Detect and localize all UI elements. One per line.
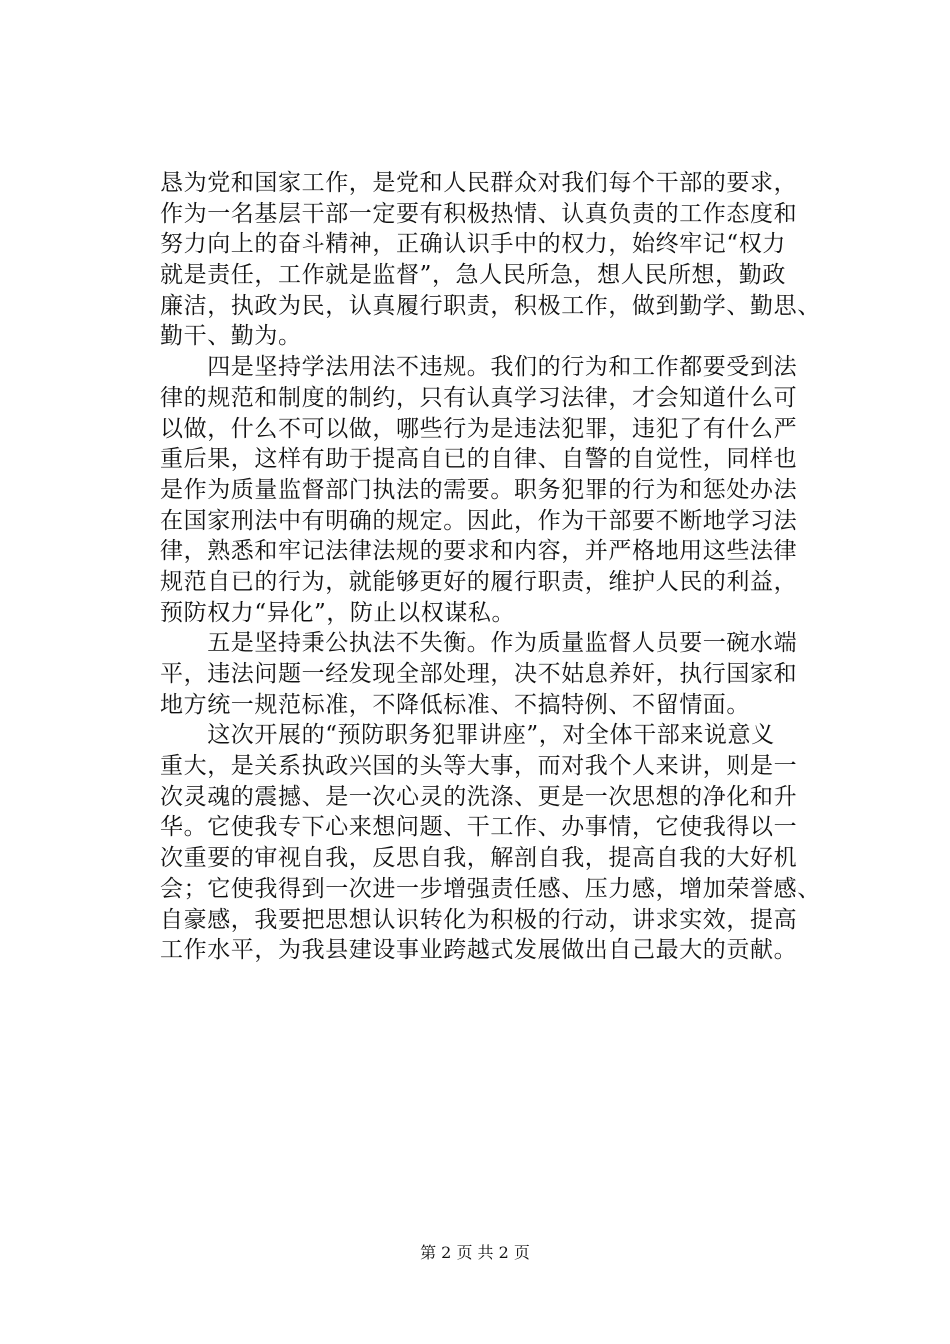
text-line: 会；它使我得到一次进一步增强责任感、压力感，增加荣誉感、 bbox=[160, 875, 821, 902]
text-line: 廉洁，执政为民，认真履行职责，积极工作，做到勤学、勤思、 bbox=[160, 292, 821, 319]
text-line: 以做，什么不可以做，哪些行为是违法犯罪，违犯了有什么严 bbox=[160, 415, 798, 442]
text-line: 努力向上的奋斗精神，正确认识手中的权力，始终牢记“权力 bbox=[160, 231, 786, 258]
page-number-label: 第 2 页 共 2 页 bbox=[420, 1243, 530, 1262]
text-line: 工作水平，为我县建设事业跨越式发展做出自己最大的贡献。 bbox=[160, 937, 798, 964]
text-line: 就是责任，工作就是监督”，急人民所急，想人民所想，勤政 bbox=[160, 262, 786, 289]
text-line: 重大，是关系执政兴国的头等大事，而对我个人来讲，则是一 bbox=[160, 753, 798, 780]
text-line: 规范自已的行为，就能够更好的履行职责，维护人民的利益， bbox=[160, 568, 798, 595]
text-line: 勤干、勤为。 bbox=[160, 323, 302, 350]
text-line: 恳为党和国家工作，是党和人民群众对我们每个干部的要求， bbox=[160, 170, 798, 196]
text-line: 华。它使我专下心来想问题、干工作、办事情，它使我得以一 bbox=[160, 814, 798, 841]
document-body bbox=[160, 168, 840, 966]
text-line: 律，熟悉和牢记法律法规的要求和内容，并严格地用这些法律 bbox=[160, 538, 798, 565]
text-line: 律的规范和制度的制约，只有认真学习法律，才会知道什么可 bbox=[160, 384, 798, 411]
page-footer bbox=[0, 1242, 950, 1264]
text-line: 自豪感，我要把思想认识转化为积极的行动，讲求实效，提高 bbox=[160, 906, 798, 933]
text-line: 这次开展的“预防职务犯罪讲座”，对全体干部来说意义 bbox=[160, 722, 775, 749]
text-line: 平，违法问题一经发现全部处理，决不姑息养奸，执行国家和 bbox=[160, 661, 798, 687]
text-line: 预防权力“异化”，防止以权谋私。 bbox=[160, 599, 516, 626]
text-line: 五是坚持秉公执法不失衡。作为质量监督人员要一碗水端 bbox=[160, 630, 798, 657]
text-line: 地方统一规范标准，不降低标准、不搞特例、不留情面。 bbox=[160, 691, 750, 718]
text-line: 次灵魂的震撼、是一次心灵的洗涤、更是一次思想的净化和升 bbox=[160, 783, 798, 810]
text-line: 重后果，这样有助于提高自已的自律、自警的自觉性，同样也 bbox=[160, 446, 798, 473]
text-line: 在国家刑法中有明确的规定。因此，作为干部要不断地学习法 bbox=[160, 507, 798, 534]
text-line: 作为一名基层干部一定要有积极热情、认真负责的工作态度和 bbox=[160, 200, 798, 227]
text-line: 四是坚持学法用法不违规。我们的行为和工作都要受到法 bbox=[160, 354, 798, 381]
text-line: 是作为质量监督部门执法的需要。职务犯罪的行为和惩处办法 bbox=[160, 476, 798, 503]
text-line: 次重要的审视自我，反思自我，解剖自我，提高自我的大好机 bbox=[160, 845, 798, 872]
